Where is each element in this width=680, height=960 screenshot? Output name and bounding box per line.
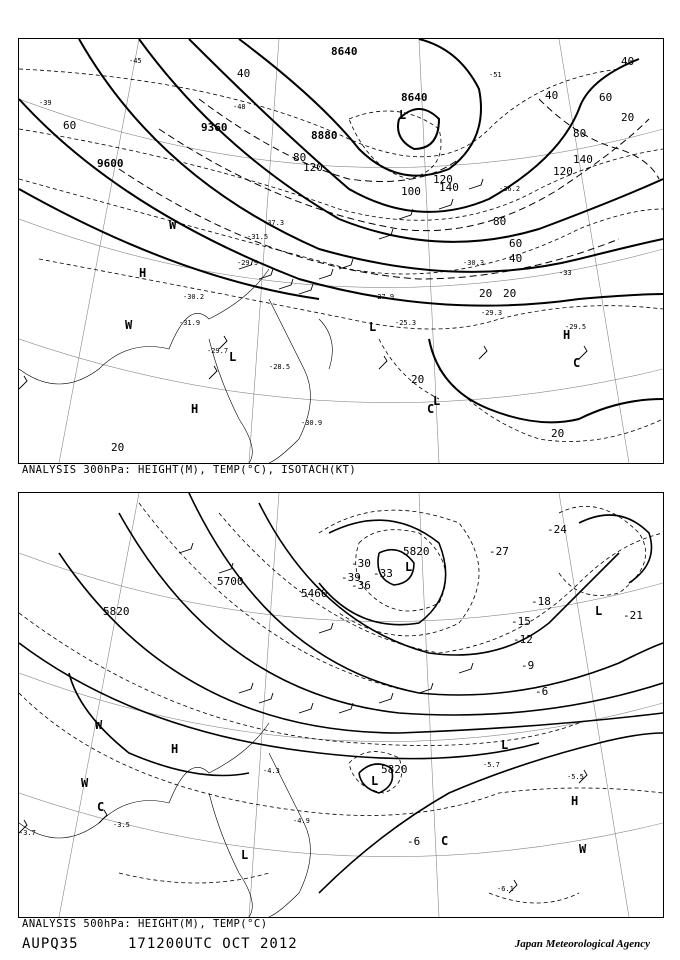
height-label: 5820 <box>103 605 130 618</box>
temp-label: -30.3 <box>463 259 485 267</box>
isotach-label: 80 <box>293 151 307 164</box>
temp-label: -4.3 <box>263 767 280 775</box>
temp-label: -18 <box>531 595 551 608</box>
temp-label: -30.9 <box>301 419 323 427</box>
temp-label: -25.3 <box>395 319 417 327</box>
warm-center-marker: W <box>169 218 177 232</box>
temp-label: -15 <box>511 615 531 628</box>
warm-center-marker: W <box>579 842 587 856</box>
temp-label: -6.1 <box>497 885 514 893</box>
temp-label: -29.9 <box>237 259 259 267</box>
temp-label: -33 <box>559 269 572 277</box>
isotach-label: 140 <box>573 153 593 166</box>
height-label: 8640 <box>331 45 358 58</box>
isotach-label: 20 <box>621 111 635 124</box>
isotach-label: 20 <box>111 441 125 454</box>
height-contours-300 <box>19 39 663 422</box>
chart-id: AUPQ35 <box>22 936 79 952</box>
low-center-marker: L <box>369 320 377 334</box>
isotherms-500 <box>19 503 663 903</box>
temp-label: -30 <box>351 557 371 570</box>
isotach-label: 140 <box>439 181 459 194</box>
graticule-500 <box>19 493 663 917</box>
low-center-marker: L <box>595 604 603 618</box>
temp-label: -21 <box>623 609 643 622</box>
high-center-marker: H <box>191 402 199 416</box>
cold-center-marker: C <box>97 800 105 814</box>
low-center-marker: L <box>405 560 413 574</box>
valid-time: 171200UTC OCT 2012 <box>128 936 298 952</box>
warm-center-marker: W <box>81 776 89 790</box>
low-center-marker: L <box>229 350 237 364</box>
height-labels-300 <box>97 45 428 170</box>
map-500hpa-svg <box>19 493 663 917</box>
high-center-marker: H <box>139 266 147 280</box>
temp-labels-300 <box>39 57 586 427</box>
isotach-label: 60 <box>63 119 77 132</box>
temp-label: -3.5 <box>113 821 130 829</box>
temp-label: -48 <box>233 103 246 111</box>
isotach-label: 40 <box>509 252 523 265</box>
isotach-label: 120 <box>303 161 323 174</box>
height-label: 5700 <box>217 575 244 588</box>
temp-label: -29.3 <box>481 309 503 317</box>
temp-label: -31.5 <box>247 233 269 241</box>
isotach-label: 20 <box>551 427 565 440</box>
height-label: 9360 <box>201 121 228 134</box>
temp-label: -27 <box>489 545 509 558</box>
temp-label: -39 <box>341 571 361 584</box>
cold-center-marker: C <box>441 834 449 848</box>
warm-center-marker: W <box>125 318 133 332</box>
isotach-label: 60 <box>509 237 523 250</box>
height-label: 5820 <box>403 545 430 558</box>
height-label: 5460 <box>301 587 328 600</box>
temp-label: -28.5 <box>269 363 291 371</box>
coastline-500 <box>19 723 310 917</box>
temp-label: -36 <box>351 579 371 592</box>
isotach-label: 40 <box>237 67 251 80</box>
temp-label: -6 <box>407 835 421 848</box>
temp-label: -31.9 <box>179 319 201 327</box>
caption-300hpa: ANALYSIS 300hPa: HEIGHT(M), TEMP(°C), ISOTACH(KT) <box>22 464 357 476</box>
cold-center-marker: C <box>427 402 435 416</box>
low-center-marker: L <box>501 738 509 752</box>
isotach-label: 40 <box>545 89 559 102</box>
isotach-label: 20 <box>411 373 425 386</box>
map-300hpa-svg <box>19 39 663 463</box>
temp-label: -27.9 <box>373 293 395 301</box>
high-center-marker: H <box>563 328 571 342</box>
warm-center-marker: W <box>95 718 103 732</box>
temp-label: -6 <box>535 685 549 698</box>
temp-label: -39 <box>39 99 52 107</box>
map-panel-300hpa <box>18 38 664 464</box>
isotach-label: 60 <box>599 91 613 104</box>
low-center-marker: L <box>399 108 407 122</box>
height-contours-500 <box>19 493 663 893</box>
graticule-300 <box>19 39 663 463</box>
isotach-label: 120 <box>553 165 573 178</box>
caption-500hpa: ANALYSIS 500hPa: HEIGHT(M), TEMP(°C) <box>22 918 268 930</box>
height-label: 8880 <box>311 129 338 142</box>
low-center-marker: L <box>371 774 379 788</box>
height-label: 5820 <box>381 763 408 776</box>
high-center-marker: H <box>171 742 179 756</box>
temp-label: -24 <box>547 523 567 536</box>
temp-label: -9 <box>521 659 535 672</box>
low-center-marker: L <box>241 848 249 862</box>
agency-name: Japan Meteorological Agency <box>514 938 650 950</box>
high-center-marker: H <box>571 794 579 808</box>
isotach-label: 40 <box>621 55 635 68</box>
map-panel-500hpa <box>18 492 664 918</box>
isotach-labels-300 <box>63 55 634 454</box>
isotach-label: 80 <box>493 215 507 228</box>
height-label: 8640 <box>401 91 428 104</box>
isotachs-300 <box>119 99 659 279</box>
temp-label: -5.7 <box>483 761 500 769</box>
temp-label: -29.5 <box>565 323 587 331</box>
temp-label: -45 <box>129 57 142 65</box>
isotach-label: 20 <box>479 287 493 300</box>
temp-label: -4.9 <box>293 817 310 825</box>
temp-label: -29.7 <box>207 347 229 355</box>
temp-label: -36.2 <box>499 185 521 193</box>
isotach-label: 80 <box>573 127 587 140</box>
temp-label: -33 <box>373 567 393 580</box>
isotach-label: 100 <box>401 185 421 198</box>
temp-label: -30.2 <box>183 293 205 301</box>
height-label: 9600 <box>97 157 124 170</box>
isotach-label: 20 <box>503 287 517 300</box>
temp-label: -37.3 <box>263 219 285 227</box>
temp-label: -12 <box>513 633 533 646</box>
cold-center-marker: C <box>573 356 581 370</box>
temp-label: -3.7 <box>19 829 36 837</box>
temp-label: -51 <box>489 71 502 79</box>
low-center-marker: L <box>433 394 441 408</box>
temp-label: -5.5 <box>567 773 584 781</box>
isotach-label: 120 <box>433 173 453 186</box>
